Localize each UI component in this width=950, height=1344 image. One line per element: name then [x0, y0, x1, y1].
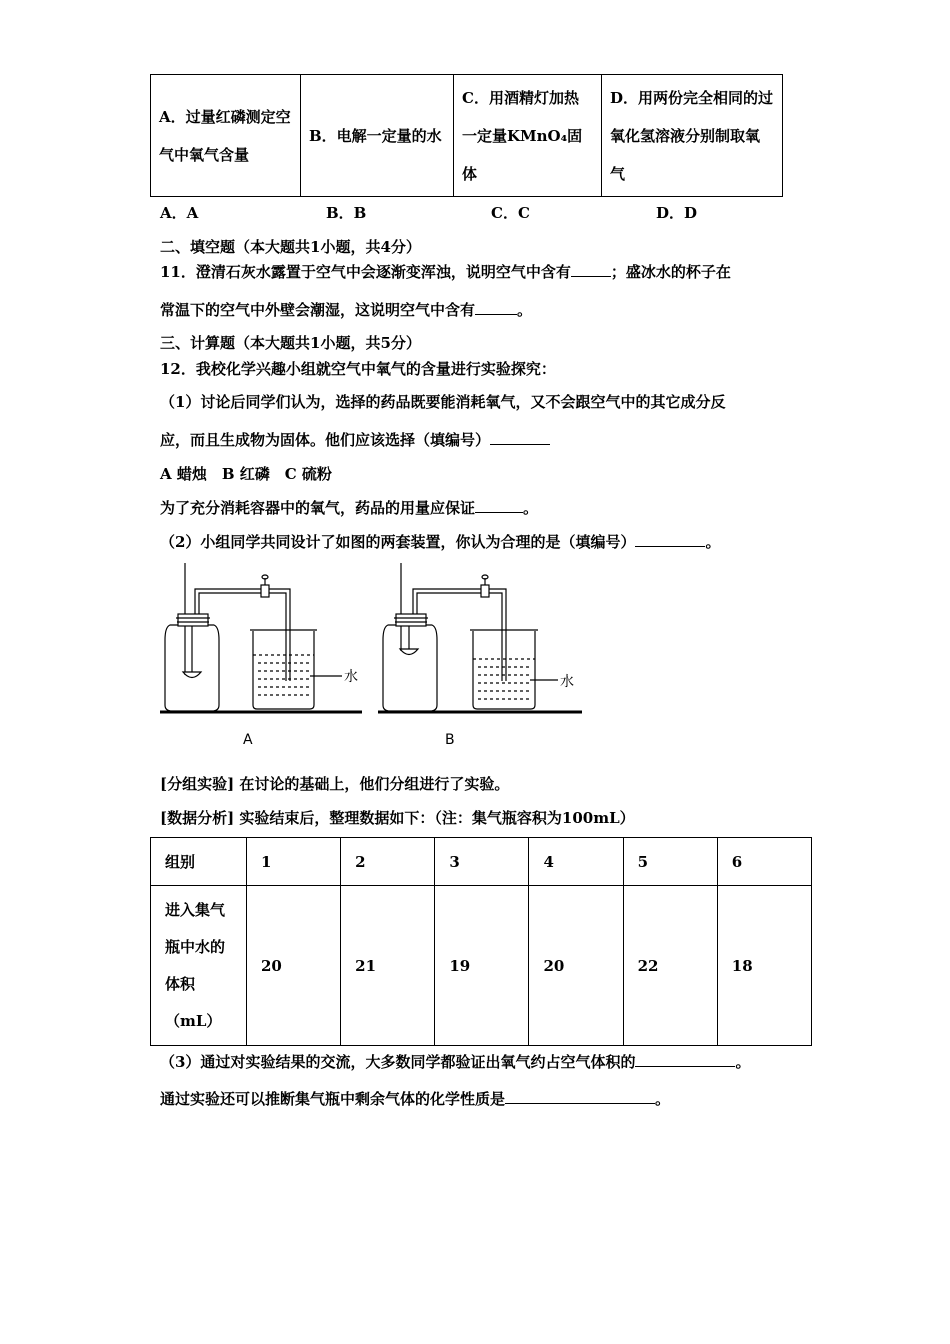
value-5: 22 [623, 886, 717, 1046]
q12-p1-line3: 为了充分消耗容器中的氧气，药品的用量应保证 。 [160, 499, 539, 517]
q12-p2: （2）小组同学共同设计了如图的两套装置，你认为合理的是（填编号） 。 [160, 533, 721, 551]
water-label-a: 水 [344, 669, 358, 685]
apparatus-b [378, 563, 582, 712]
answer-d: D．D [656, 204, 698, 222]
group-6: 6 [717, 838, 811, 886]
data-analysis: [数据分析] 实验结束后，整理数据如下：（注：集气瓶容积为100mL） [160, 809, 635, 827]
q12-choices: A 蜡烛 B 红磷 C 硫粉 [160, 465, 332, 483]
figure-label-b: B [445, 732, 455, 748]
group-experiment: [分组实验] 在讨论的基础上，他们分组进行了实验。 [160, 775, 510, 793]
q11-line2: 常温下的空气中外壁会潮湿，这说明空气中含有 。 [160, 301, 533, 319]
option-a-cell: A．过量红磷测定空气中氧气含量 [151, 75, 301, 197]
apparatus-a [160, 563, 362, 712]
section2-title: 二、填空题（本大题共1小题，共4分） [160, 238, 421, 256]
value-3: 19 [435, 886, 529, 1046]
group-1: 1 [247, 838, 341, 886]
option-d-cell: D．用两份完全相同的过氧化氢溶液分别制取氧气 [602, 75, 783, 197]
q12-stem: 12．我校化学兴趣小组就空气中氧气的含量进行实验探究： [160, 360, 556, 378]
blank-12-2[interactable] [475, 497, 523, 513]
water-label-b: 水 [560, 674, 574, 690]
value-4: 20 [529, 886, 623, 1046]
answer-b: B．B [326, 204, 367, 222]
group-5: 5 [623, 838, 717, 886]
blank-12-4[interactable] [635, 1051, 735, 1067]
q12-p3-line2: 通过实验还可以推断集气瓶中剩余气体的化学性质是 。 [160, 1090, 671, 1108]
option-b-cell: B．电解一定量的水 [301, 75, 454, 197]
group-2: 2 [341, 838, 435, 886]
q11-line1: 11．澄清石灰水露置于空气中会逐渐变浑浊，说明空气中含有 ；盛冰水的杯子在 [160, 263, 731, 281]
q12-p3-line1: （3）通过对实验结果的交流，大多数同学都验证出氧气约占空气体积的 。 [160, 1053, 751, 1071]
data-table [150, 837, 812, 1046]
header-label: 组别 [151, 838, 247, 886]
answer-a: A．A [160, 204, 199, 222]
options-table [150, 74, 783, 197]
q12-p1-line1: （1）讨论后同学们认为，选择的药品既要能消耗氧气，又不会跟空气中的其它成分反 [160, 393, 726, 411]
figure-label-a: A [243, 732, 253, 748]
blank-12-5[interactable] [505, 1088, 655, 1104]
q12-p1-line2: 应，而且生成物为固体。他们应该选择（填编号） [160, 429, 550, 450]
value-6: 18 [717, 886, 811, 1046]
value-2: 21 [341, 886, 435, 1046]
blank-12-1[interactable] [490, 429, 550, 445]
row-label: 进入集气 瓶中水的 体积 （mL） [151, 886, 247, 1046]
section3-title: 三、计算题（本大题共1小题，共5分） [160, 334, 421, 352]
value-1: 20 [247, 886, 341, 1046]
blank-12-3[interactable] [635, 531, 705, 547]
apparatus-figure [150, 555, 610, 755]
option-c-cell: C．用酒精灯加热一定量KMnO₄固体 [454, 75, 602, 197]
group-3: 3 [435, 838, 529, 886]
blank-11-1[interactable] [571, 261, 611, 277]
answer-c: C．C [491, 204, 530, 222]
blank-11-2[interactable] [475, 299, 517, 315]
group-4: 4 [529, 838, 623, 886]
